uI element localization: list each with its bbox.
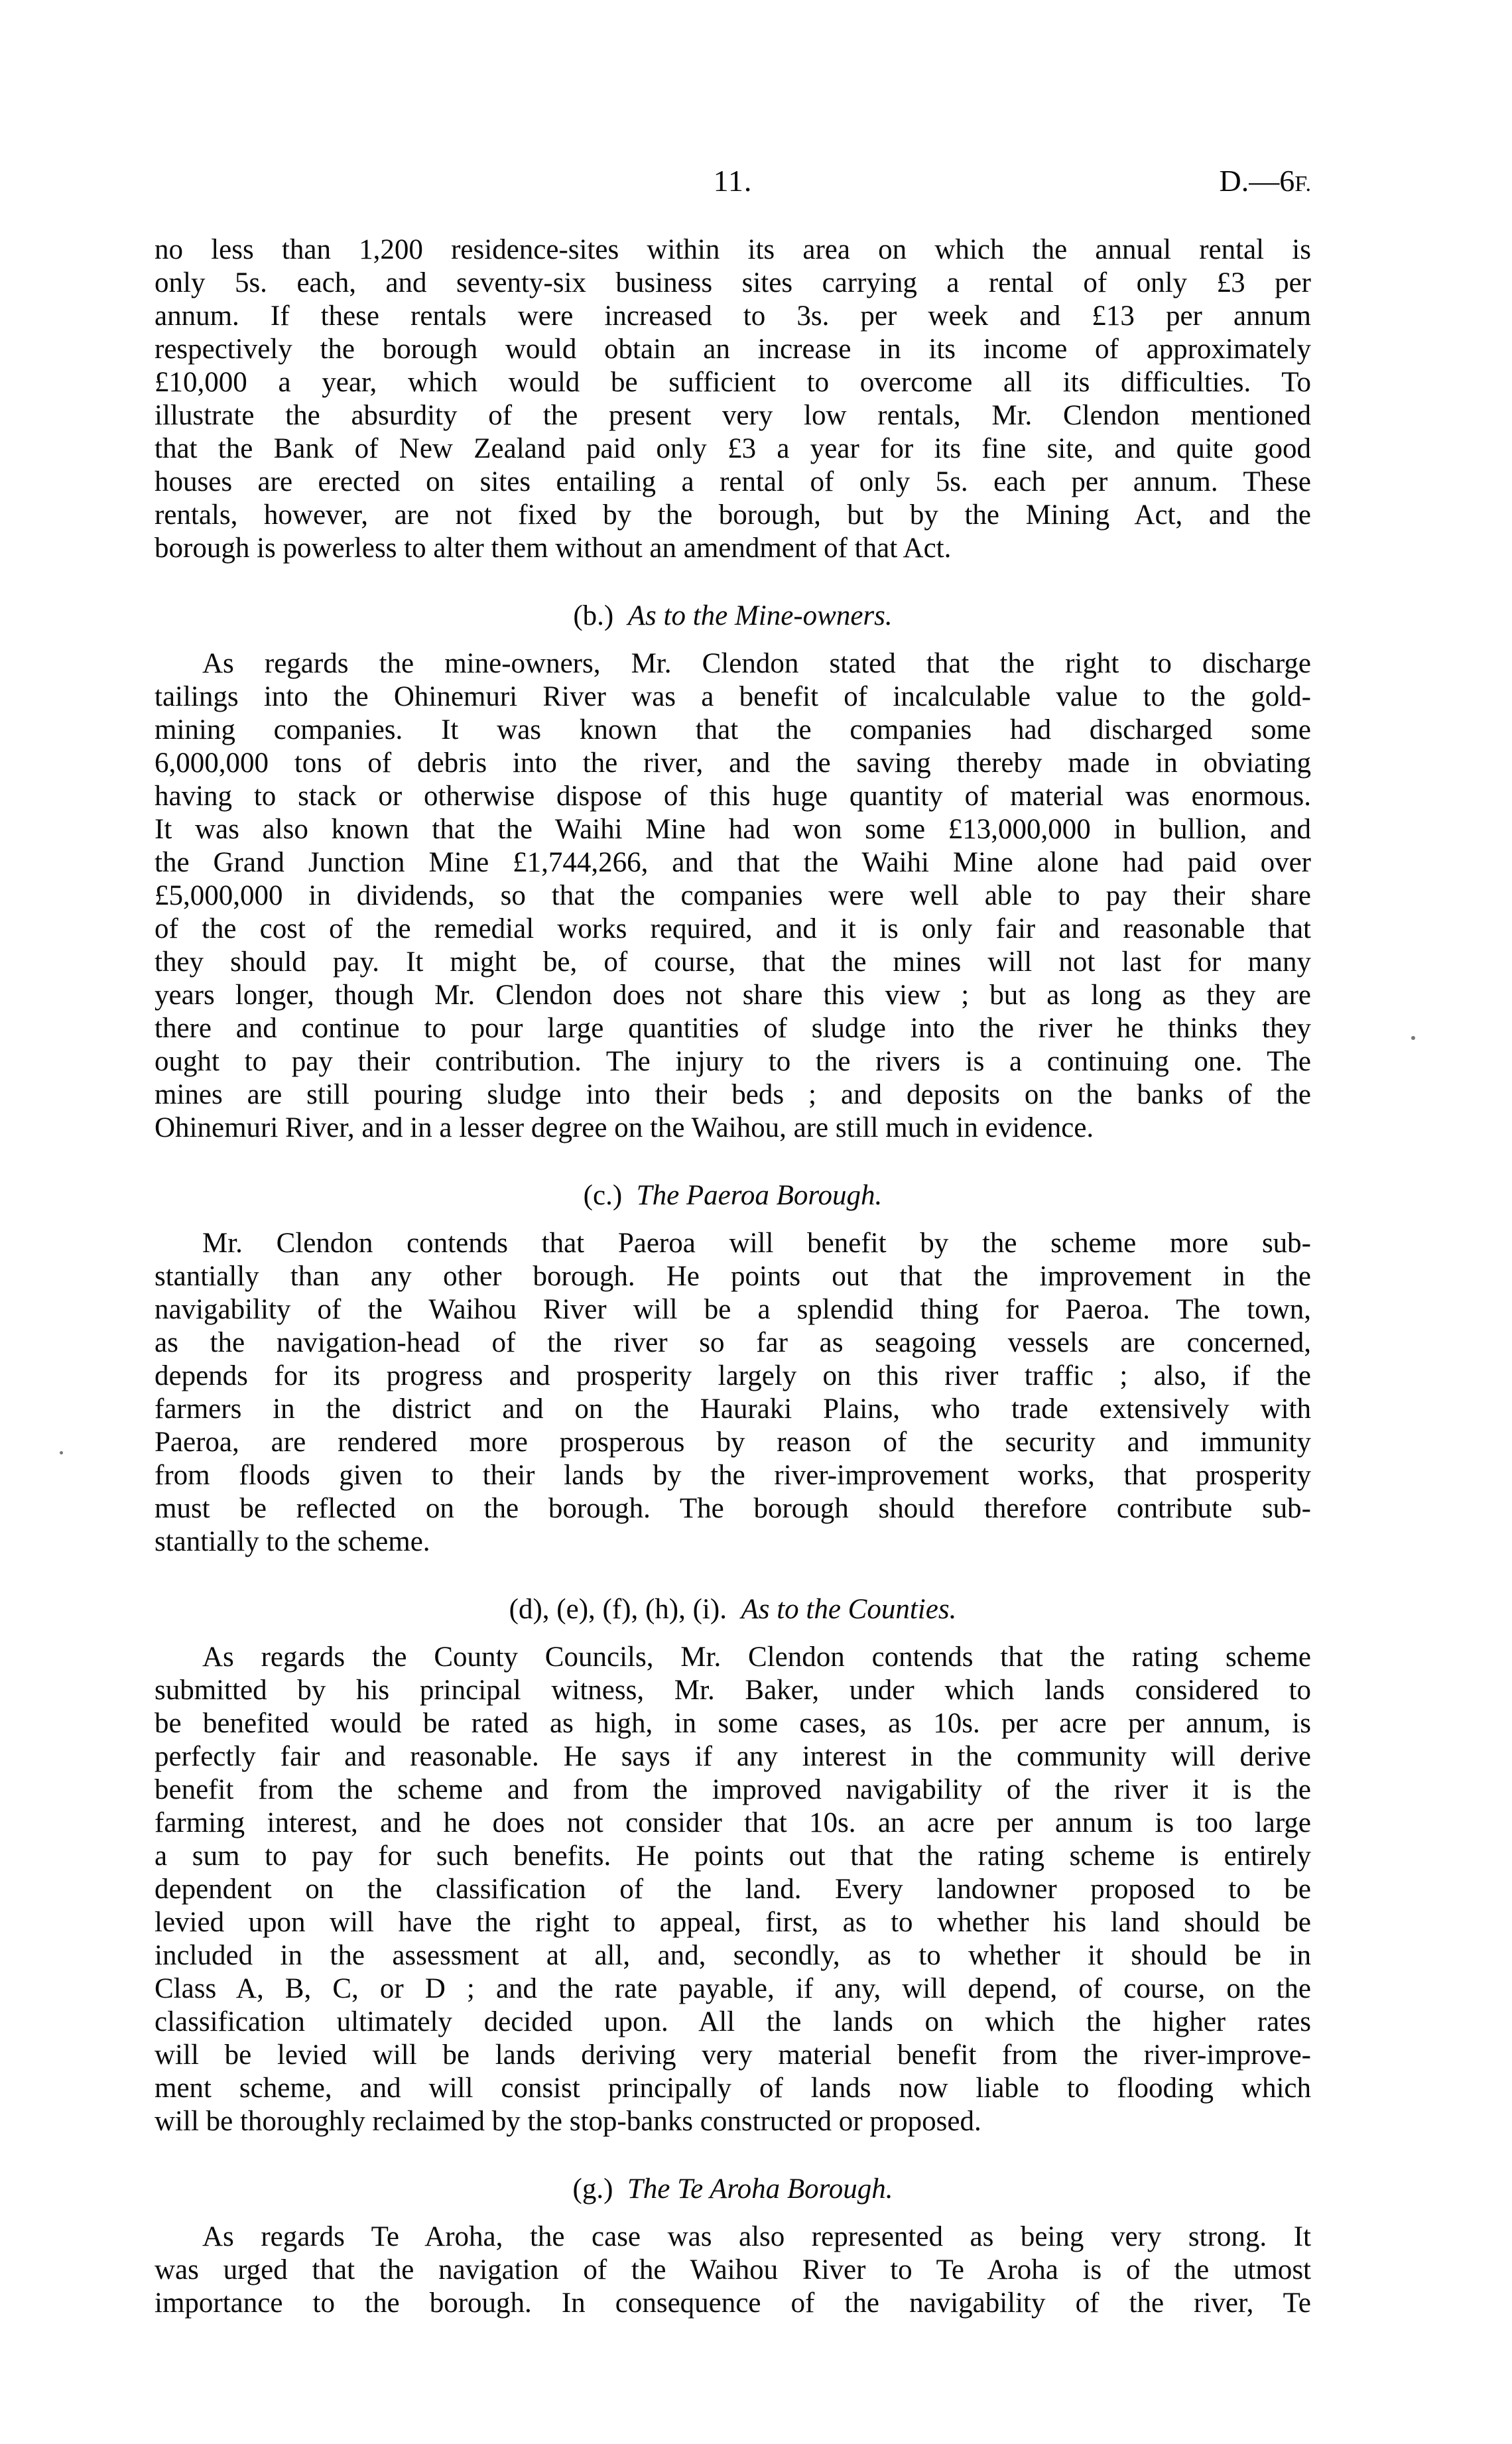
text-line: ment scheme, and will consist principally of lands now liable to flooding which bbox=[155, 2073, 1311, 2104]
paragraph bbox=[155, 2220, 1311, 2320]
text-line: the Grand Junction Mine £1,744,266, and that the Waihi Mine alone had paid over bbox=[155, 847, 1311, 878]
heading-prefix: (c.) bbox=[583, 1180, 637, 1211]
text-line: stantially than any other borough. He points out that the improvement in the bbox=[155, 1261, 1311, 1292]
scan-artifact bbox=[60, 1451, 63, 1454]
text-line: benefit from the scheme and from the improved navigability of the river it is the bbox=[155, 1774, 1311, 1805]
text-line: must be reflected on the borough. The borough should therefore contribute sub- bbox=[155, 1493, 1311, 1524]
text-line: there and continue to pour large quantities of sludge into the river he thinks they bbox=[155, 1013, 1311, 1044]
text-line: will be levied will be lands deriving very material benefit from the river-improve- bbox=[155, 2039, 1311, 2071]
text-line: respectively the borough would obtain an increase in its income of approximately bbox=[155, 334, 1311, 365]
text-line: a sum to pay for such benefits. He points out that the rating scheme is entirely bbox=[155, 1840, 1311, 1872]
page-header bbox=[155, 164, 1311, 204]
text-line: mining companies. It was known that the companies had discharged some bbox=[155, 714, 1311, 745]
text-line: illustrate the absurdity of the present very low rentals, Mr. Clendon mentioned bbox=[155, 400, 1311, 431]
text-line: tailings into the Ohinemuri River was a benefit of incalculable value to the gold- bbox=[155, 681, 1311, 712]
document-reference bbox=[1220, 164, 1311, 201]
text-line: classification ultimately decided upon. All the lands on which the higher rates bbox=[155, 2006, 1311, 2037]
scan-artifact bbox=[1411, 1036, 1415, 1040]
text-line: houses are erected on sites entailing a rental of only 5s. each per annum. These bbox=[155, 466, 1311, 497]
paragraph bbox=[155, 1227, 1311, 1559]
text-line: be benefited would be rated as high, in some cases, as 10s. per acre per annum, is bbox=[155, 1708, 1311, 1739]
heading-prefix: (g.) bbox=[572, 2173, 627, 2205]
text-line: farmers in the district and on the Hauraki Plains, who trade extensively with bbox=[155, 1393, 1311, 1425]
text-line: Paeroa, are rendered more prosperous by reason of the security and immunity bbox=[155, 1427, 1311, 1458]
text-line: that the Bank of New Zealand paid only £3 a year for its fine site, and quite good bbox=[155, 433, 1311, 464]
text-line: stantially to the scheme. bbox=[155, 1526, 430, 1557]
text-line: dependent on the classification of the land. Every landowner proposed to be bbox=[155, 1874, 1311, 1905]
text-line: perfectly fair and reasonable. He says if any interest in the community will derive bbox=[155, 1741, 1311, 1772]
text-line: As regards the mine-owners, Mr. Clendon stated that the right to discharge bbox=[202, 648, 1311, 679]
text-line: rentals, however, are not fixed by the borough, but by the Mining Act, and the bbox=[155, 499, 1311, 531]
text-line: included in the assessment at all, and, secondly, as to whether it should be in bbox=[155, 1940, 1311, 1971]
text-line: will be thoroughly reclaimed by the stop-banks constructed or proposed. bbox=[155, 2106, 981, 2137]
heading-title: As to the Counties. bbox=[741, 1594, 957, 1625]
text-line: having to stack or otherwise dispose of this huge quantity of material was enormous. bbox=[155, 781, 1311, 812]
paragraph bbox=[155, 233, 1311, 565]
text-line: annum. If these rentals were increased to 3s. per week and £13 per annum bbox=[155, 300, 1311, 332]
text-line: Ohinemuri River, and in a lesser degree on the Waihou, are still much in evidence. bbox=[155, 1112, 1094, 1143]
text-line: As regards the County Councils, Mr. Clendon contends that the rating scheme bbox=[202, 1641, 1311, 1673]
paragraph bbox=[155, 1641, 1311, 2138]
text-line: they should pay. It might be, of course, that the mines will not last for many bbox=[155, 946, 1311, 978]
text-line: ought to pay their contribution. The injury to the rivers is a continuing one. The bbox=[155, 1046, 1311, 1077]
heading-title: The Paeroa Borough. bbox=[636, 1180, 883, 1211]
text-line: only 5s. each, and seventy-six business sites carrying a rental of only £3 per bbox=[155, 267, 1311, 298]
text-line: navigability of the Waihou River will be a splendid thing for Paeroa. The town, bbox=[155, 1294, 1311, 1325]
text-line: mines are still pouring sludge into their beds ; and deposits on the banks of the bbox=[155, 1079, 1311, 1110]
text-line: of the cost of the remedial works required, and it is only fair and reasonable that bbox=[155, 913, 1311, 944]
section-heading bbox=[155, 1593, 1311, 1626]
text-line: no less than 1,200 residence-sites within its area on which the annual rental is bbox=[155, 234, 1311, 265]
text-line: It was also known that the Waihi Mine had won some £13,000,000 in bullion, and bbox=[155, 814, 1311, 845]
text-line: from floods given to their lands by the river-improvement works, that prosperity bbox=[155, 1460, 1311, 1491]
heading-prefix: (b.) bbox=[573, 600, 628, 631]
heading-prefix: (d), (e), (f), (h), (i). bbox=[509, 1594, 741, 1625]
text-line: £10,000 a year, which would be sufficient to overcome all its difficulties. To bbox=[155, 367, 1311, 398]
text-line: levied upon will have the right to appeal, first, as to whether his land should be bbox=[155, 1907, 1311, 1938]
heading-title: The Te Aroha Borough. bbox=[627, 2173, 893, 2205]
document-body bbox=[155, 233, 1311, 2320]
text-line: as the navigation-head of the river so far as seagoing vessels are concerned, bbox=[155, 1327, 1311, 1358]
text-line: borough is powerless to alter them without an amendment of that Act. bbox=[155, 533, 952, 564]
text-line: Class A, B, C, or D ; and the rate payable, if any, will depend, of course, on the bbox=[155, 1973, 1311, 2004]
text-line: importance to the borough. In consequence of the navigability of the river, Te bbox=[155, 2287, 1311, 2319]
text-line: farming interest, and he does not consider that 10s. an acre per annum is too large bbox=[155, 1807, 1311, 1838]
document-reference-suffix: F. bbox=[1294, 172, 1311, 196]
text-line: Mr. Clendon contends that Paeroa will benefit by the scheme more sub- bbox=[202, 1228, 1311, 1259]
document-reference-main: D.—6 bbox=[1219, 164, 1295, 198]
text-line: As regards Te Aroha, the case was also represented as being very strong. It bbox=[202, 2221, 1311, 2252]
heading-title: As to the Mine-owners. bbox=[627, 600, 893, 631]
text-line: submitted by his principal witness, Mr. Baker, under which lands considered to bbox=[155, 1675, 1311, 1706]
text-line: £5,000,000 in dividends, so that the companies were well able to pay their share bbox=[155, 880, 1311, 911]
paragraph bbox=[155, 647, 1311, 1145]
text-line: was urged that the navigation of the Waihou River to Te Aroha is of the utmost bbox=[155, 2254, 1311, 2285]
page-number: 11. bbox=[713, 164, 753, 198]
text-line: years longer, though Mr. Clendon does not share this view ; but as long as they are bbox=[155, 980, 1311, 1011]
text-line: depends for its progress and prosperity largely on this river traffic ; also, if the bbox=[155, 1360, 1311, 1391]
section-heading bbox=[155, 1179, 1311, 1212]
section-heading bbox=[155, 2173, 1311, 2206]
text-line: 6,000,000 tons of debris into the river, and the saving thereby made in obviating bbox=[155, 747, 1311, 779]
section-heading bbox=[155, 600, 1311, 633]
